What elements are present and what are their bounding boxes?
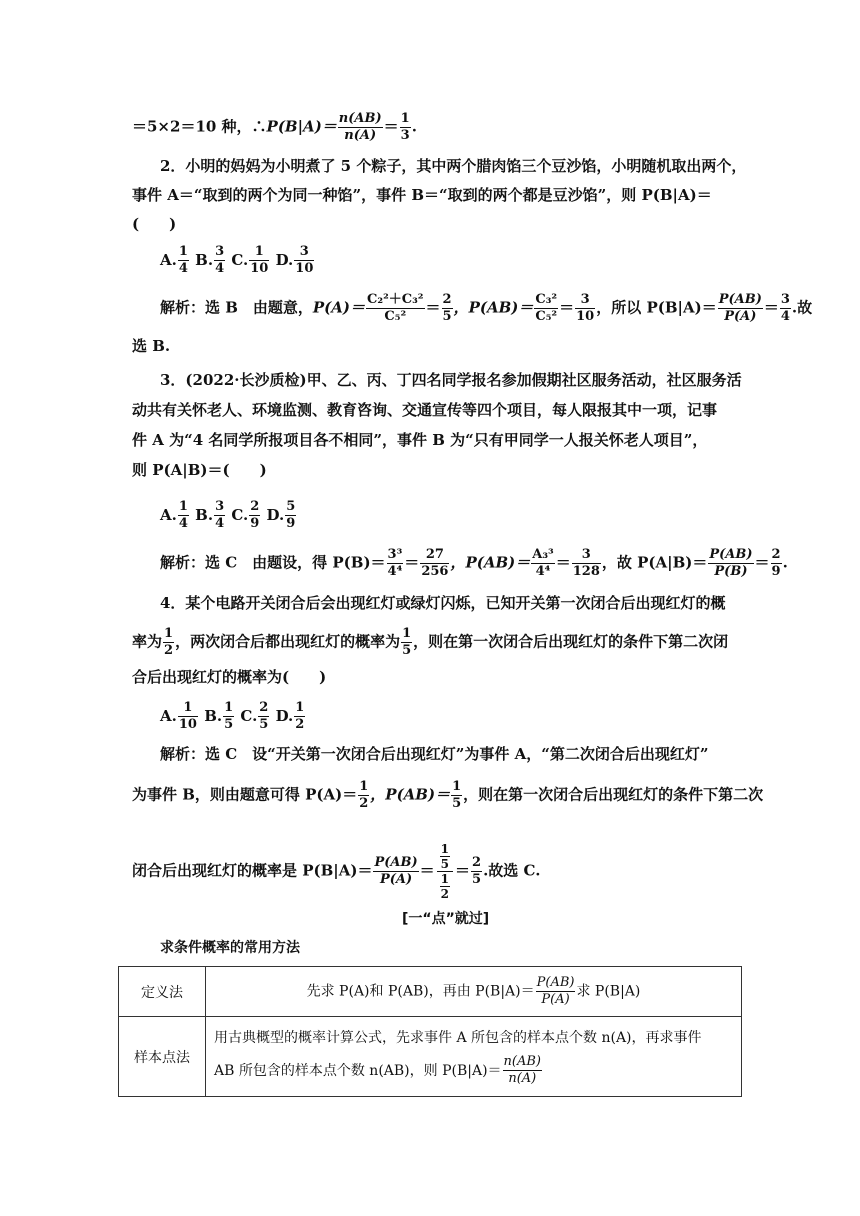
fraction-denominator: n(A) xyxy=(344,128,377,143)
q2-solution-pab: ，P(AB)＝ xyxy=(453,298,534,317)
fraction-numerator: 1 xyxy=(359,779,369,794)
q3-ratio-fraction xyxy=(708,547,753,580)
q4-option-d xyxy=(275,700,307,732)
period: . xyxy=(782,553,788,572)
option-fraction xyxy=(178,244,189,277)
fraction-denominator: 9 xyxy=(250,516,260,531)
q1-tail-lead: ＝5×2＝10 种，∴ xyxy=(132,117,267,136)
fraction-denominator: P(A) xyxy=(541,992,570,1007)
fraction-numerator: 2 xyxy=(250,499,260,514)
table-row xyxy=(119,967,742,1017)
q2-stem-line-1: 2．小明的妈妈为小明煮了 5 个粽子，其中两个腊肉馅三个豆沙馅，小明随机取出两个， xyxy=(160,157,747,175)
q1-tail-fraction-1 xyxy=(338,111,383,144)
q4-stem-line-1: 4．某个电路开关闭合后会出现红灯或绿灯闪烁，已知开关第一次闭合后出现红灯的概 xyxy=(160,594,726,612)
definition-fraction xyxy=(536,975,576,1008)
q2-pa-value xyxy=(442,292,453,325)
fraction-denominator: 4 xyxy=(215,261,225,276)
fraction-numerator: 2 xyxy=(771,547,781,562)
fraction-numerator: P(AB) xyxy=(536,975,575,990)
option-fraction xyxy=(294,700,305,733)
fraction-denominator: 4⁴ xyxy=(535,564,551,579)
q4-stem-middle: ，两次闭合后都出现红灯的概率为 xyxy=(175,632,401,651)
sample-point-fraction xyxy=(503,1054,542,1087)
q3-options xyxy=(160,499,297,532)
fraction-numerator: P(AB) xyxy=(374,855,418,870)
fraction-numerator: 1 xyxy=(440,842,450,856)
fraction-denominator: 256 xyxy=(421,564,449,579)
fraction-denominator: C₅² xyxy=(384,309,407,324)
q2-ratio-value xyxy=(780,292,791,325)
fraction-denominator: 3 xyxy=(400,128,410,143)
option-label: A. xyxy=(160,250,177,269)
fraction-denominator: 5 xyxy=(224,717,234,732)
q2-solution-line-2: 选 B. xyxy=(132,337,171,355)
q3-stem-line-1 xyxy=(160,369,742,391)
q4-solution-line-2 xyxy=(132,779,763,812)
complex-denominator xyxy=(437,872,453,901)
option-label: A. xyxy=(160,505,177,524)
fraction-numerator: 1 xyxy=(178,700,198,717)
fraction-numerator: 3 xyxy=(294,244,314,261)
q4-option-b xyxy=(204,700,235,732)
fraction-denominator: 4 xyxy=(780,309,790,324)
fraction-denominator: 2 xyxy=(295,717,305,732)
fraction-numerator: 1 xyxy=(164,626,174,641)
q4-option-c xyxy=(240,700,270,732)
option-label: D. xyxy=(275,250,294,269)
q1-tail-fraction-2 xyxy=(400,111,411,144)
q4-stem-fraction-2 xyxy=(401,626,412,659)
fraction-numerator: 5 xyxy=(286,499,296,514)
q3-solution-line: 解析：选 C 由题设，得 P(B)＝ $\frac{\text{3³}}{\text{4⁴}}$ ＝ $\frac{27}{256}$ ，P(AB)＝ $\frac{\text{A₃³}}{\text{4⁴}}$ ＝ $\frac{3}{128}$ ，故 P(A|B)＝ $\frac{P(AB)}{P(B)}$ ＝ $\frac{2}{9}$ . xyxy=(160,547,788,579)
fraction-denominator: P(A) xyxy=(379,872,413,887)
option-fraction xyxy=(249,499,260,532)
q4-option-a xyxy=(160,700,199,732)
fraction-denominator: 2 xyxy=(359,796,369,811)
fraction-numerator: 1 xyxy=(178,499,188,514)
period: . xyxy=(411,117,417,136)
option-label: D. xyxy=(266,505,285,524)
fraction-denominator: 10 xyxy=(576,309,595,324)
fraction-denominator: 5 xyxy=(442,309,452,324)
method-desc-sample-point xyxy=(206,1017,742,1097)
fraction-numerator: 27 xyxy=(420,547,449,564)
fraction-numerator: 1 xyxy=(452,779,462,794)
option-label: C. xyxy=(240,706,258,725)
fraction-denominator: P(A) xyxy=(724,309,757,324)
q4-ratio-fraction xyxy=(373,855,418,888)
q4-pab-fraction xyxy=(451,779,462,812)
option-label: D. xyxy=(275,706,294,725)
fraction-denominator: 9 xyxy=(286,516,296,531)
q2-ratio-fraction xyxy=(718,292,763,325)
q2-solution-end: .故 xyxy=(791,298,813,317)
fraction-numerator: P(AB) xyxy=(709,547,753,562)
fraction-denominator: 4 xyxy=(178,261,188,276)
q2-option-d xyxy=(275,244,316,276)
q4-solution-pab: ，P(AB)＝ xyxy=(370,785,451,804)
fraction-numerator: 1 xyxy=(402,626,412,641)
option-label: B. xyxy=(204,706,223,725)
fraction-numerator: A₃³ xyxy=(532,547,554,562)
q4-solution-end: .故选 C. xyxy=(483,861,541,880)
q3-option-d xyxy=(266,499,298,531)
option-fraction xyxy=(178,499,189,532)
complex-numerator xyxy=(437,842,453,872)
fraction-numerator: C₂²＋C₃² xyxy=(367,292,424,307)
fraction-denominator: P(B) xyxy=(714,564,748,579)
q3-solution-lead: 解析：选 C 由题设，得 P(B)＝ xyxy=(160,553,386,572)
fraction-numerator: 2 xyxy=(472,855,482,870)
q4-solution-prefix-3: 闭合后出现红灯的概率是 P(B|A)＝ xyxy=(132,861,373,880)
q2-solution-mid: ，所以 P(B|A)＝ xyxy=(596,298,717,317)
q4-options xyxy=(160,700,306,733)
q3-ratio-value xyxy=(771,547,782,580)
fraction-numerator: 1 xyxy=(224,700,234,715)
q3-stem-prefix: 3．(2022· xyxy=(160,371,240,389)
fraction-numerator: 3 xyxy=(572,547,601,564)
q4-stem-fraction-1 xyxy=(163,626,174,659)
q3-stem-line-3: 件 A 为“4 名同学所报项目各不相同”，事件 B 为“只有甲同学一人报关怀老人项目”， xyxy=(132,431,708,449)
q2-pab-value xyxy=(575,292,595,325)
fraction-numerator: 2 xyxy=(442,292,452,307)
option-fraction xyxy=(223,700,234,733)
q4-stem-rest: ，则在第一次闭合后出现红灯的条件下第二次闭 xyxy=(413,632,729,651)
option-label: B. xyxy=(195,505,214,524)
q2-option-c xyxy=(231,244,270,276)
option-fraction xyxy=(249,244,269,277)
fraction-numerator: 1 xyxy=(249,244,269,261)
fraction-numerator: C₃² xyxy=(535,292,558,307)
q3-stem-line-2: 动共有关怀老人、环境监测、教育咨询、交通宣传等四个项目，每人限报其中一项，记事 xyxy=(132,401,718,419)
q4-solution-prefix: 为事件 B，则由题意可得 P(A)＝ xyxy=(132,785,358,804)
fraction-denominator: 10 xyxy=(250,261,269,276)
fraction-numerator: 3 xyxy=(575,292,595,309)
fraction-numerator: n(AB) xyxy=(503,1054,542,1069)
q3-pab-fraction xyxy=(531,547,554,580)
q3-option-a xyxy=(160,499,190,531)
fraction-numerator: 3 xyxy=(215,244,225,259)
q1-tail-line xyxy=(132,111,417,144)
option-label: C. xyxy=(231,250,249,269)
table-row xyxy=(119,1017,742,1097)
q2-solution-line-1: 解析：选 B 由题意，P(A)＝ $\frac{\text{C₂²＋C₃²}}{\text{C₅²}}$ ＝ $\frac{2}{5}$ ，P(AB)＝ $\frac{\text{C₃²}}{\text{C₅²}}$ ＝ $\frac{3}{10}$ ，所以 P(B|A)＝ $\frac{P(AB)}{P(A)}$ ＝ $\frac{3}{4}$ .故 xyxy=(160,292,813,324)
fraction-numerator: 3³ xyxy=(387,547,403,562)
q2-answer-paren: ( ) xyxy=(132,215,177,233)
methods-table xyxy=(118,966,742,1097)
method-name-sample-point: 样本点法 xyxy=(119,1017,206,1097)
q4-pa-fraction xyxy=(358,779,369,812)
fraction-numerator: 1 xyxy=(440,872,450,886)
q4-ratio-value xyxy=(471,855,482,888)
fraction-denominator: 5 xyxy=(452,796,462,811)
option-fraction xyxy=(258,700,269,733)
q2-pa-fraction xyxy=(366,292,424,325)
fraction-denominator: 4⁴ xyxy=(387,564,403,579)
q3-pb-value xyxy=(420,547,449,580)
q2-pab-fraction xyxy=(534,292,558,325)
fraction-denominator: 9 xyxy=(771,564,781,579)
fraction-denominator: 4 xyxy=(215,516,225,531)
q3-option-c xyxy=(231,499,261,531)
q3-stem-rest: )甲、乙、丙、丁四名同学报名参加假期社区服务活动，社区服务活 xyxy=(299,371,742,389)
fraction-denominator: n(A) xyxy=(508,1071,537,1086)
q3-option-b xyxy=(195,499,226,531)
fraction-denominator: C₅² xyxy=(535,309,558,324)
q2-solution-pa: P(A)＝ xyxy=(312,298,366,317)
fraction-numerator: n(AB) xyxy=(338,111,382,126)
option-label: C. xyxy=(231,505,249,524)
fraction-denominator: 5 xyxy=(259,717,269,732)
q2-option-a xyxy=(160,244,190,276)
fraction-denominator: 5 xyxy=(472,872,482,887)
section-badge: [一“点”就过] xyxy=(402,911,490,927)
q3-solution-pab: ，P(AB)＝ xyxy=(450,553,531,572)
option-fraction xyxy=(178,700,198,733)
q4-stem-line-2 xyxy=(132,626,728,659)
fraction-denominator: 2 xyxy=(164,643,174,658)
q2-solution-lead: 解析：选 B 由题意， xyxy=(160,298,313,317)
q3-stem-line-4: 则 P(A|B)＝( ) xyxy=(132,461,267,479)
fraction-numerator: 1 xyxy=(295,700,305,715)
option-fraction xyxy=(214,244,225,277)
fraction-numerator: 3 xyxy=(215,499,225,514)
fraction-denominator: 10 xyxy=(295,261,314,276)
q3-solution-mid: ，故 P(A|B)＝ xyxy=(601,553,708,572)
fraction-numerator: 1 xyxy=(178,244,188,259)
q4-solution-rest: ，则在第一次闭合后出现红灯的条件下第二次 xyxy=(463,785,764,804)
fraction-numerator: P(AB) xyxy=(718,292,762,307)
sample-point-text: AB 所包含的样本点个数 n(AB)，则 P(B|A)＝ xyxy=(214,1062,502,1079)
option-label: A. xyxy=(160,706,177,725)
option-fraction xyxy=(285,499,296,532)
fraction-denominator: 2 xyxy=(440,887,450,901)
section-heading: 求条件概率的常用方法 xyxy=(160,940,300,956)
option-label: B. xyxy=(195,250,214,269)
q4-stem-prefix: 率为 xyxy=(132,632,163,651)
fraction-denominator: 5 xyxy=(440,857,450,871)
q3-pab-value xyxy=(572,547,601,580)
fraction-numerator: 2 xyxy=(259,700,269,715)
sample-point-line-1: 用古典概型的概率计算公式，先求事件 A 所包含的样本点个数 n(A)，再求事件 xyxy=(214,1029,702,1046)
method-desc-definition xyxy=(206,967,742,1017)
definition-text-b: 求 P(B|A) xyxy=(576,983,641,1000)
option-fraction xyxy=(214,499,225,532)
q1-tail-lhs: P(B|A)＝ xyxy=(266,117,337,136)
fraction-denominator: 10 xyxy=(178,717,197,732)
q2-options xyxy=(160,244,315,277)
fraction-denominator: 4 xyxy=(178,516,188,531)
method-name-definition: 定义法 xyxy=(119,967,206,1017)
inner-fraction-top xyxy=(440,842,450,871)
q4-solution-line-3: 闭合后出现红灯的概率是 P(B|A)＝ $\frac{P(AB)}{P(A)}$ ＝ $\frac{\frac{1}{5}}{\frac{1}{2}}$ ＝ $\frac{2}{5}$ .故选 C. xyxy=(132,842,541,901)
q2-stem-line-2: 事件 A＝“取到的两个为同一种馅”，事件 B＝“取到的两个都是豆沙馅”，则 P(B|A)＝ xyxy=(132,186,712,204)
equals-sign: ＝ xyxy=(383,117,399,136)
definition-text-a: 先求 P(A)和 P(AB)，再由 P(B|A)＝ xyxy=(306,983,535,1000)
inner-fraction-bottom xyxy=(440,872,450,901)
q3-source: 长沙质检 xyxy=(239,371,300,389)
option-fraction xyxy=(294,244,314,277)
fraction-denominator: 5 xyxy=(402,643,412,658)
fraction-numerator: 1 xyxy=(400,111,410,126)
fraction-numerator: 3 xyxy=(780,292,790,307)
sample-point-line-2 xyxy=(214,1054,733,1088)
q4-stem-line-3: 合后出现红灯的概率为( ) xyxy=(132,668,327,686)
q3-pb-fraction xyxy=(387,547,404,580)
q4-complex-fraction xyxy=(437,842,453,901)
q4-solution-line-1: 解析：选 C 设“开关第一次闭合后出现红灯”为事件 A，“第二次闭合后出现红灯” xyxy=(160,745,709,763)
fraction-denominator: 128 xyxy=(572,564,600,579)
q2-option-b xyxy=(195,244,226,276)
